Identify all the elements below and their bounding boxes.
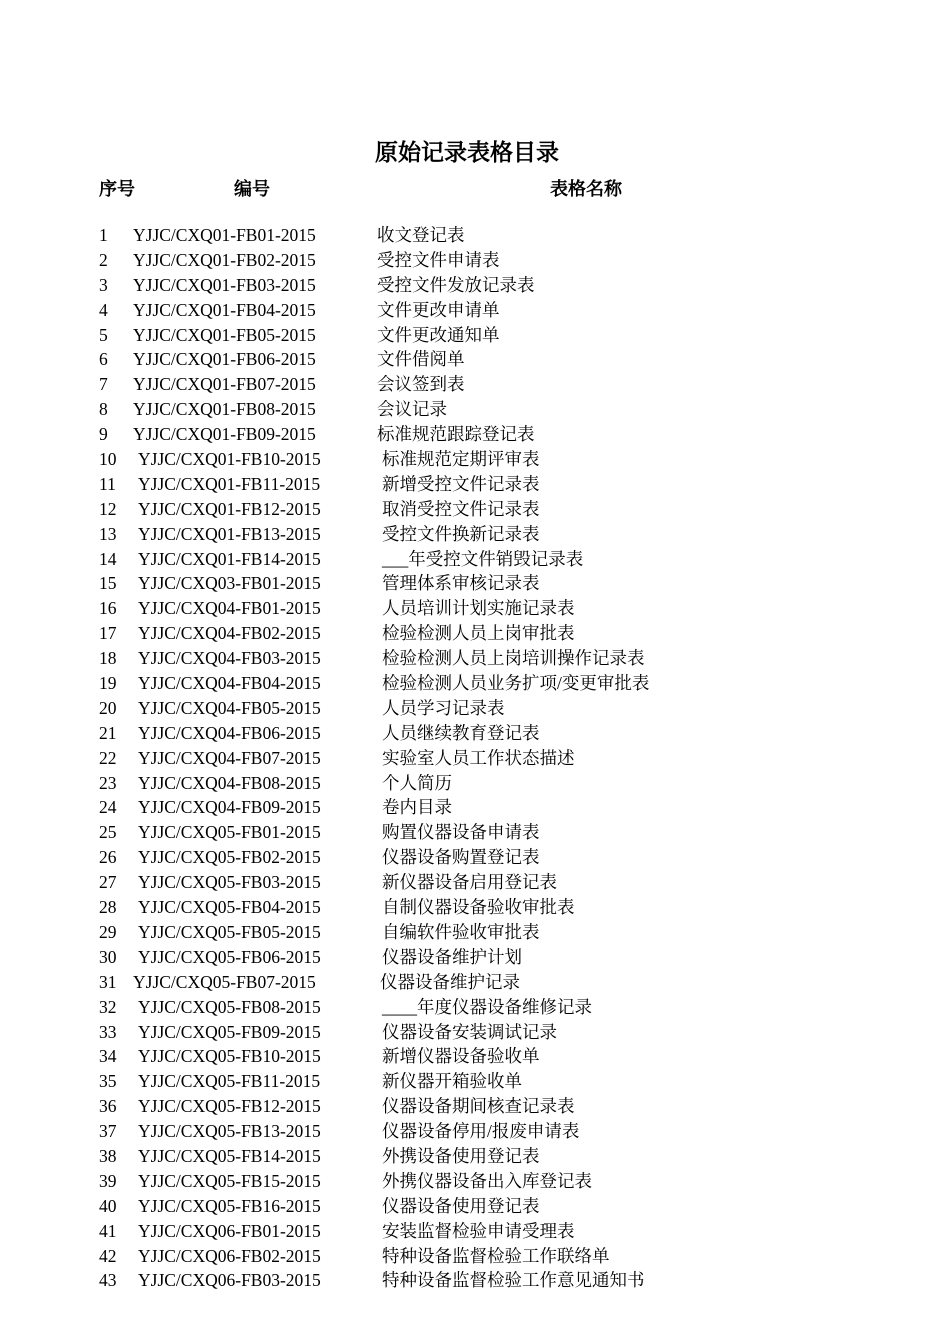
item-code: YJJC/CXQ05-FB06-2015 xyxy=(138,946,321,967)
item-number: 26 xyxy=(99,847,117,868)
list-item xyxy=(0,970,950,995)
list-item xyxy=(0,1094,950,1119)
item-code: YJJC/CXQ05-FB04-2015 xyxy=(138,897,321,918)
column-header-code: 编号 xyxy=(234,179,270,199)
item-name: 标准规范跟踪登记表 xyxy=(377,424,535,445)
item-code: YJJC/CXQ04-FB04-2015 xyxy=(138,673,321,694)
item-number: 6 xyxy=(99,349,108,370)
item-number: 30 xyxy=(99,946,117,967)
list-item xyxy=(0,273,950,298)
item-name: 卷内目录 xyxy=(382,797,452,818)
list-item xyxy=(0,820,950,845)
item-number: 13 xyxy=(99,523,117,544)
item-code: YJJC/CXQ01-FB08-2015 xyxy=(133,399,316,420)
list-item xyxy=(0,771,950,796)
item-name: 安装监督检验申请受理表 xyxy=(382,1220,575,1241)
item-number: 29 xyxy=(99,921,117,942)
item-number: 31 xyxy=(99,971,117,992)
list-item xyxy=(0,696,950,721)
page-title: 原始记录表格目录 xyxy=(375,140,559,165)
item-code: YJJC/CXQ04-FB07-2015 xyxy=(138,747,321,768)
item-name: 新仪器开箱验收单 xyxy=(382,1071,522,1092)
item-name: 购置仪器设备申请表 xyxy=(382,822,540,843)
item-code: YJJC/CXQ04-FB03-2015 xyxy=(138,648,321,669)
list-item xyxy=(0,721,950,746)
item-name: 仪器设备维护计划 xyxy=(382,946,522,967)
item-name: 仪器设备维护记录 xyxy=(380,971,520,992)
item-name: 受控文件换新记录表 xyxy=(382,523,540,544)
list-item xyxy=(0,1144,950,1169)
item-number: 43 xyxy=(99,1270,117,1291)
item-name: ____年度仪器设备维修记录 xyxy=(382,996,592,1017)
item-number: 15 xyxy=(99,573,117,594)
item-name: 文件更改通知单 xyxy=(377,324,500,345)
item-code: YJJC/CXQ05-FB16-2015 xyxy=(138,1195,321,1216)
item-code: YJJC/CXQ06-FB03-2015 xyxy=(138,1270,321,1291)
list-item xyxy=(0,497,950,522)
item-name: 新增受控文件记录表 xyxy=(382,473,540,494)
list-item xyxy=(0,795,950,820)
item-name: 仪器设备期间核查记录表 xyxy=(382,1096,575,1117)
item-code: YJJC/CXQ01-FB12-2015 xyxy=(138,498,321,519)
item-code: YJJC/CXQ05-FB11-2015 xyxy=(138,1071,321,1092)
list-item xyxy=(0,1044,950,1069)
item-number: 28 xyxy=(99,897,117,918)
list-item xyxy=(0,895,950,920)
item-name: 人员培训计划实施记录表 xyxy=(382,598,575,619)
item-code: YJJC/CXQ01-FB11-2015 xyxy=(138,473,321,494)
item-number: 35 xyxy=(99,1071,117,1092)
item-code: YJJC/CXQ04-FB06-2015 xyxy=(138,722,321,743)
list-item xyxy=(0,1119,950,1144)
list-item xyxy=(0,223,950,248)
item-name: 文件更改申请单 xyxy=(377,299,500,320)
item-code: YJJC/CXQ04-FB05-2015 xyxy=(138,697,321,718)
item-name: 人员继续教育登记表 xyxy=(382,722,540,743)
list-item xyxy=(0,596,950,621)
item-number: 32 xyxy=(99,996,117,1017)
item-code: YJJC/CXQ05-FB10-2015 xyxy=(138,1046,321,1067)
item-number: 2 xyxy=(99,249,108,270)
item-number: 18 xyxy=(99,648,117,669)
item-name: 新增仪器设备验收单 xyxy=(382,1046,540,1067)
item-name: 会议签到表 xyxy=(377,374,465,395)
item-number: 5 xyxy=(99,324,108,345)
item-code: YJJC/CXQ05-FB12-2015 xyxy=(138,1096,321,1117)
list-item xyxy=(0,746,950,771)
list-item xyxy=(0,1069,950,1094)
item-code: YJJC/CXQ04-FB02-2015 xyxy=(138,623,321,644)
list-item xyxy=(0,870,950,895)
list-item xyxy=(0,920,950,945)
item-number: 17 xyxy=(99,623,117,644)
list-item xyxy=(0,845,950,870)
item-code: YJJC/CXQ01-FB09-2015 xyxy=(133,424,316,445)
item-code: YJJC/CXQ05-FB05-2015 xyxy=(138,921,321,942)
column-header-no: 序号 xyxy=(99,179,135,199)
item-name: 管理体系审核记录表 xyxy=(382,573,540,594)
item-code: YJJC/CXQ01-FB04-2015 xyxy=(133,299,316,320)
item-number: 41 xyxy=(99,1220,117,1241)
item-code: YJJC/CXQ04-FB09-2015 xyxy=(138,797,321,818)
item-number: 1 xyxy=(99,225,108,245)
item-name: 仪器设备安装调试记录 xyxy=(382,1021,557,1042)
item-number: 12 xyxy=(99,498,117,519)
item-number: 10 xyxy=(99,449,117,470)
item-name: 特种设备监督检验工作意见通知书 xyxy=(382,1270,645,1291)
list-item xyxy=(0,1194,950,1219)
item-code: YJJC/CXQ05-FB14-2015 xyxy=(138,1145,321,1166)
list-item xyxy=(0,472,950,497)
list-item xyxy=(0,646,950,671)
item-name: 文件借阅单 xyxy=(377,349,465,370)
item-name: 外携仪器设备出入库登记表 xyxy=(382,1170,592,1191)
item-code: YJJC/CXQ04-FB01-2015 xyxy=(138,598,321,619)
list-item xyxy=(0,522,950,547)
item-name: 受控文件申请表 xyxy=(377,249,500,270)
item-code: YJJC/CXQ01-FB02-2015 xyxy=(133,249,316,270)
item-number: 21 xyxy=(99,722,117,743)
list-item xyxy=(0,347,950,372)
item-name: 人员学习记录表 xyxy=(382,697,505,718)
list-item xyxy=(0,1219,950,1244)
item-number: 22 xyxy=(99,747,117,768)
item-number: 38 xyxy=(99,1145,117,1166)
item-number: 3 xyxy=(99,274,108,295)
item-name: 新仪器设备启用登记表 xyxy=(382,872,557,893)
column-header-name: 表格名称 xyxy=(550,179,622,199)
item-code: YJJC/CXQ01-FB13-2015 xyxy=(138,523,321,544)
item-code: YJJC/CXQ05-FB13-2015 xyxy=(138,1121,321,1142)
item-name: 实验室人员工作状态描述 xyxy=(382,747,575,768)
list-item xyxy=(0,671,950,696)
item-number: 9 xyxy=(99,424,108,445)
list-item xyxy=(0,397,950,422)
item-number: 33 xyxy=(99,1021,117,1042)
item-number: 7 xyxy=(99,374,108,395)
list-item xyxy=(0,248,950,273)
item-code: YJJC/CXQ01-FB06-2015 xyxy=(133,349,316,370)
item-number: 37 xyxy=(99,1121,117,1142)
item-number: 14 xyxy=(99,548,117,569)
item-number: 34 xyxy=(99,1046,117,1067)
item-number: 39 xyxy=(99,1170,117,1191)
list-item xyxy=(0,995,950,1020)
item-code: YJJC/CXQ05-FB01-2015 xyxy=(138,822,321,843)
item-code: YJJC/CXQ05-FB15-2015 xyxy=(138,1170,321,1191)
item-code: YJJC/CXQ05-FB08-2015 xyxy=(138,996,321,1017)
item-name: ___年受控文件销毁记录表 xyxy=(382,548,584,569)
item-name: 检验检测人员上岗审批表 xyxy=(382,623,575,644)
list-item xyxy=(0,323,950,348)
item-name: 受控文件发放记录表 xyxy=(377,274,535,295)
item-name: 检验检测人员业务扩项/变更审批表 xyxy=(382,673,650,694)
list-item xyxy=(0,1244,950,1269)
item-code: YJJC/CXQ06-FB01-2015 xyxy=(138,1220,321,1241)
item-name: 仪器设备使用登记表 xyxy=(382,1195,540,1216)
item-number: 20 xyxy=(99,697,117,718)
item-name: 外携设备使用登记表 xyxy=(382,1145,540,1166)
item-name: 检验检测人员上岗培训操作记录表 xyxy=(382,648,645,669)
item-number: 19 xyxy=(99,673,117,694)
item-number: 11 xyxy=(99,473,116,494)
item-code: YJJC/CXQ05-FB07-2015 xyxy=(133,971,316,992)
item-number: 23 xyxy=(99,772,117,793)
list-item xyxy=(0,621,950,646)
item-code: YJJC/CXQ01-FB01-2015 xyxy=(133,225,316,245)
item-name: 仪器设备购置登记表 xyxy=(382,847,540,868)
item-name: 特种设备监督检验工作联络单 xyxy=(382,1245,610,1266)
list-item xyxy=(0,1169,950,1194)
item-name: 自编软件验收审批表 xyxy=(382,921,540,942)
list-item xyxy=(0,1268,950,1293)
item-name: 标准规范定期评审表 xyxy=(382,449,540,470)
list-item xyxy=(0,372,950,397)
list-item xyxy=(0,422,950,447)
item-name: 收文登记表 xyxy=(377,225,465,245)
item-number: 42 xyxy=(99,1245,117,1266)
item-number: 40 xyxy=(99,1195,117,1216)
item-number: 27 xyxy=(99,872,117,893)
item-code: YJJC/CXQ01-FB07-2015 xyxy=(133,374,316,395)
item-code: YJJC/CXQ06-FB02-2015 xyxy=(138,1245,321,1266)
item-code: YJJC/CXQ05-FB03-2015 xyxy=(138,872,321,893)
item-name: 自制仪器设备验收审批表 xyxy=(382,897,575,918)
item-code: YJJC/CXQ04-FB08-2015 xyxy=(138,772,321,793)
item-code: YJJC/CXQ01-FB10-2015 xyxy=(138,449,321,470)
item-code: YJJC/CXQ01-FB03-2015 xyxy=(133,274,316,295)
item-code: YJJC/CXQ03-FB01-2015 xyxy=(138,573,321,594)
item-code: YJJC/CXQ05-FB02-2015 xyxy=(138,847,321,868)
form-list xyxy=(0,223,950,1293)
list-item xyxy=(0,447,950,472)
item-number: 8 xyxy=(99,399,108,420)
list-item xyxy=(0,945,950,970)
item-number: 36 xyxy=(99,1096,117,1117)
list-item xyxy=(0,1020,950,1045)
item-code: YJJC/CXQ05-FB09-2015 xyxy=(138,1021,321,1042)
item-number: 16 xyxy=(99,598,117,619)
item-number: 24 xyxy=(99,797,117,818)
list-item xyxy=(0,298,950,323)
item-name: 个人简历 xyxy=(382,772,452,793)
item-name: 取消受控文件记录表 xyxy=(382,498,540,519)
list-item xyxy=(0,547,950,572)
item-name: 仪器设备停用/报废申请表 xyxy=(382,1121,580,1142)
list-item xyxy=(0,571,950,596)
item-name: 会议记录 xyxy=(377,399,447,420)
item-code: YJJC/CXQ01-FB05-2015 xyxy=(133,324,316,345)
item-code: YJJC/CXQ01-FB14-2015 xyxy=(138,548,321,569)
item-number: 25 xyxy=(99,822,117,843)
item-number: 4 xyxy=(99,299,108,320)
